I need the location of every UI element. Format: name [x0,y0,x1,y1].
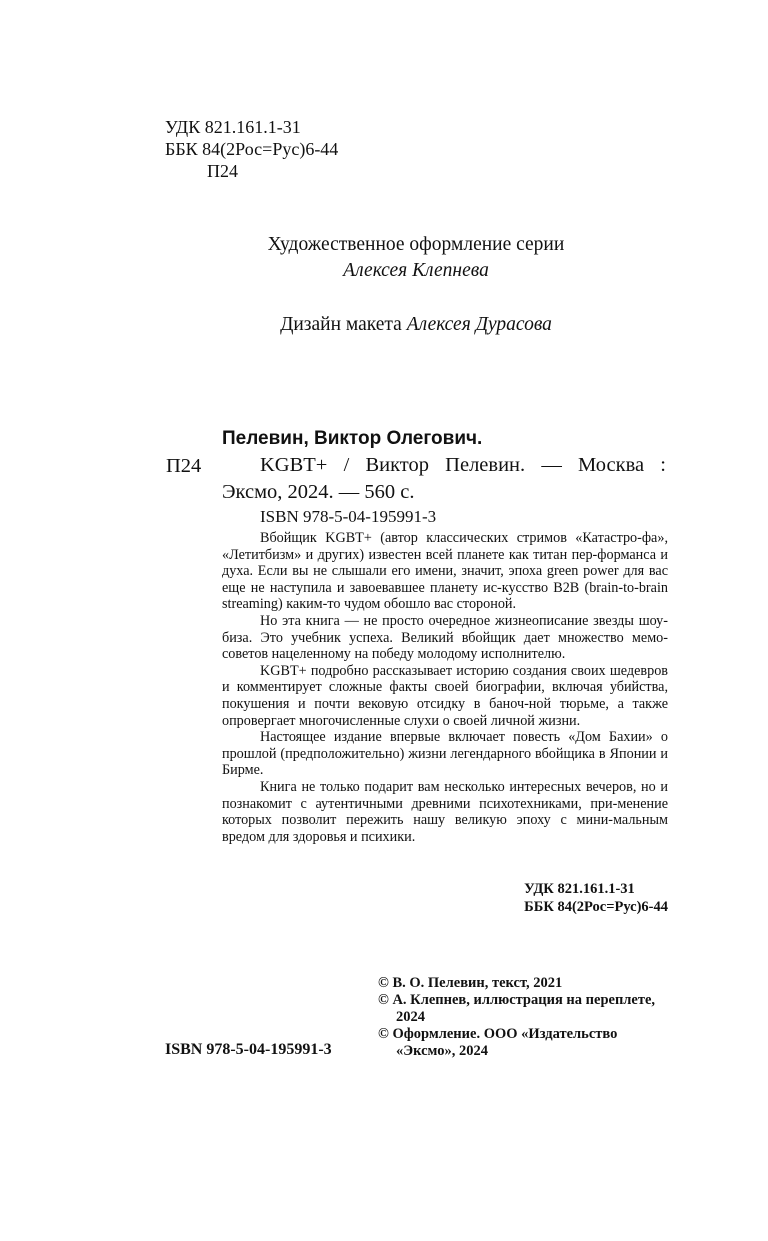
title-word: : [660,454,666,476]
top-classification [165,116,338,182]
bbk-code: ББК 84(2Рос=Рус)6-44 [165,139,339,159]
catalog-title-line-1 [222,452,666,479]
catalog-title [222,452,666,506]
copyright-design: © Оформление. ООО «Издательство «Эксмо», 2024 [378,1026,618,1059]
catalog-author: Пелевин, Виктор Олегович. [222,428,483,449]
layout-design-line [0,312,768,338]
series-designer: Алексея Клепнева [343,260,489,281]
isbn-bottom: ISBN 978-5-04-195991-3 [165,1041,332,1058]
series-design-label: Художественное оформление серии [267,234,565,255]
title-word: KGBT+ [260,454,328,476]
catalog-title-line-2: Эксмо, 2024. — 560 с. [222,481,415,503]
design-credits [0,232,768,338]
annotation-paragraph: Книга не только подарит вам несколько интересных вечеров, но и познакомит с аутентичными древними психотехниками, при-менение которых позволит пережить нашу великую эпоху с мини-мальным вредом для здоровья и психики. [222,778,668,845]
title-word: / [343,454,350,476]
annotation-paragraph: KGBT+ подробно рассказывает историю создания своих шедевров и комментирует сложные факты своей биографии, включая убийства, покушения и почти вековую отсидку в баноч-ной тюрьме, а также опровергает многочисленные слухи о своей личной жизни. [222,662,668,729]
bbk-code-bottom: ББК 84(2Рос=Рус)6-44 [524,899,668,915]
title-word: Пелевин. [445,454,526,476]
layout-design-label: Дизайн макета [280,314,402,335]
copyright-text: © В. О. Пелевин, текст, 2021 [378,975,563,991]
annotation-paragraph: Вбойщик KGBT+ (автор классических стримов «Катастро-фа», «Летитбизм» и других) известен всей планете как титан пер-форманса и духа. Если вы не слышали его имени, значит, эпоха green power для вас еще не наступила и завоевавшее планету ис-кусство B2B (brain-to-brain streaming) каким-то чудом обошло вас стороной. [222,530,668,613]
copyright-illustration: © А. Клепнев, иллюстрация на переплете, 2024 [378,992,656,1025]
title-word: Москва [578,454,645,476]
udk-code-bottom: УДК 821.161.1-31 [524,881,635,897]
annotation-paragraph: Но эта книга — не просто очередное жизнеописание звезды шоу-биза. Это учебник успеха. Великий вбойщик дает множество мемо-советов нацеленному на победу молодому исполнителю. [222,612,668,663]
annotation-paragraph: Настоящее издание впервые включает повесть «Дом Бахии» о прошлой (предположительно) жизни легендарного вбойщика в Японии и Бирме. [222,729,668,779]
layout-designer: Алексея Дурасова [406,314,552,335]
copyright-block [378,975,678,1060]
bottom-classification [524,880,668,916]
udk-code: УДК 821.161.1-31 [165,117,301,137]
author-mark: П24 [207,161,238,181]
catalog-isbn: ISBN 978-5-04-195991-3 [260,507,437,526]
catalog-author-mark: П24 [166,455,202,477]
annotation [222,530,668,845]
title-word: — [541,454,562,476]
title-word: Виктор [365,454,429,476]
